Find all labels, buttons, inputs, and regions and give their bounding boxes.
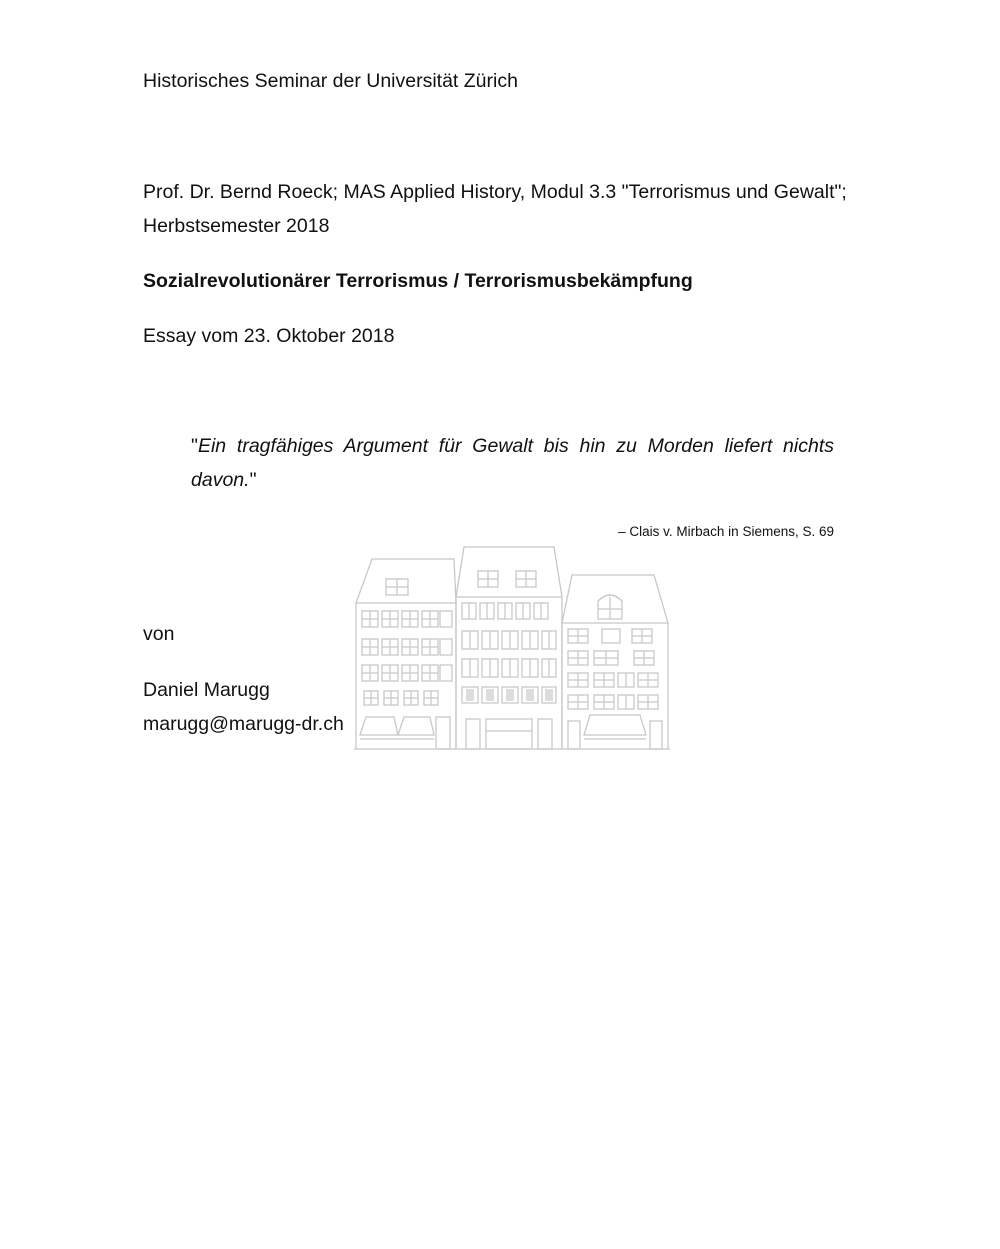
quote-open-mark: "	[191, 435, 198, 457]
author-email: marugg@marugg-dr.ch	[143, 713, 344, 735]
institution-name: Historisches Seminar der Universität Zürich	[143, 70, 518, 92]
house-facades-icon	[354, 545, 670, 751]
essay-title: Sozialrevolutionärer Terrorismus / Terrorismusbekämpfung	[143, 270, 693, 292]
course-info-line-2: Herbstsemester 2018	[143, 215, 330, 237]
quote-source: – Clais v. Mirbach in Siemens, S. 69	[618, 524, 834, 539]
epigraph-quote	[191, 429, 834, 497]
author-name: Daniel Marugg	[143, 679, 270, 701]
von-label: von	[143, 623, 175, 645]
quote-text: Ein tragfähiges Argument für Gewalt bis hin zu Morden liefert nichts davon.	[191, 435, 834, 491]
quote-close-mark: "	[249, 469, 257, 491]
essay-date: Essay vom 23. Oktober 2018	[143, 325, 395, 347]
course-info-line-1: Prof. Dr. Bernd Roeck; MAS Applied History, Modul 3.3 "Terrorismus und Gewalt";	[143, 181, 847, 203]
